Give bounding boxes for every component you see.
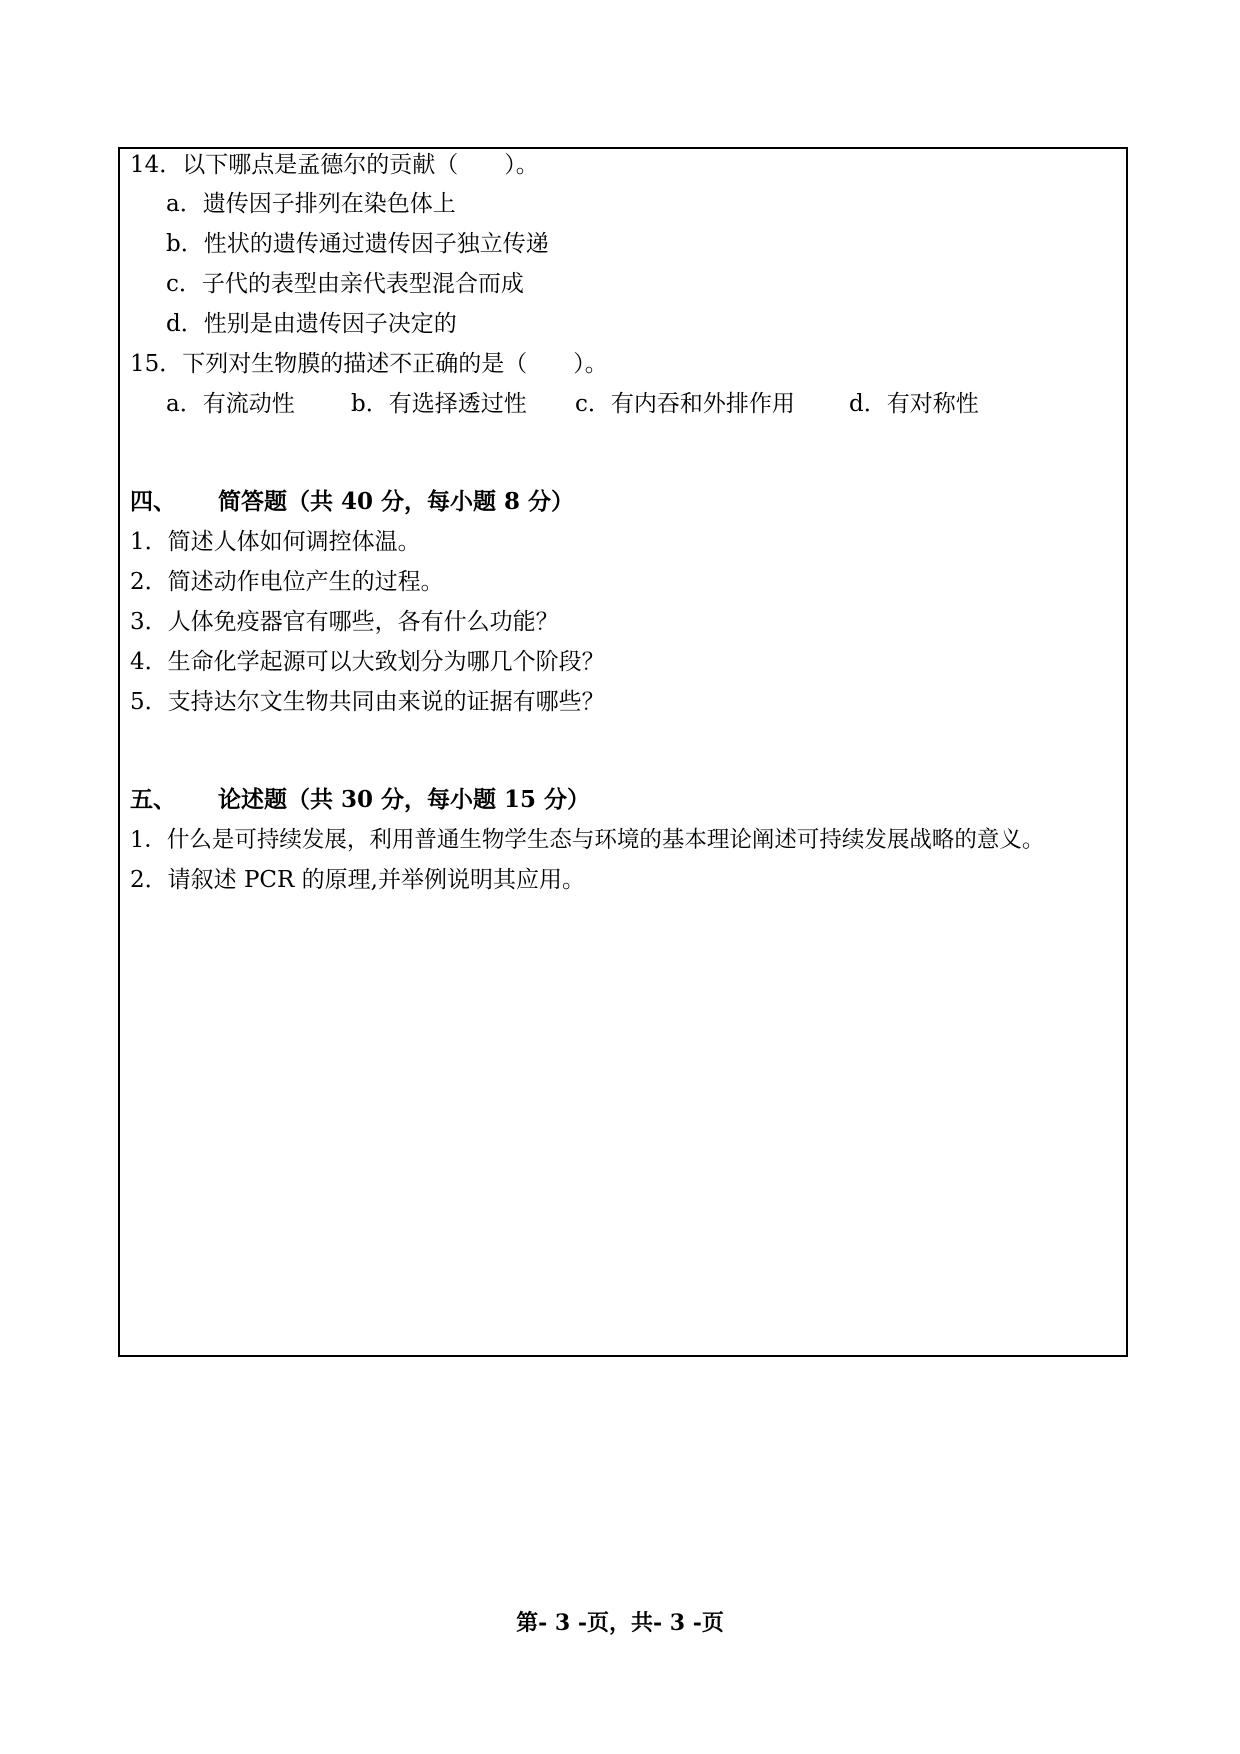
section-4-question-3: 3．人体免疫器官有哪些，各有什么功能？ bbox=[130, 609, 559, 635]
question-15-option-d: d．有对称性 bbox=[849, 391, 979, 417]
question-14-option-a: a．遗传因子排列在染色体上 bbox=[166, 191, 456, 217]
section-4-question-4: 4．生命化学起源可以大致划分为哪几个阶段？ bbox=[130, 649, 605, 675]
question-15-stem: 15．下列对生物膜的描述不正确的是（ ）。 bbox=[130, 351, 608, 377]
question-14-stem: 14．以下哪点是孟德尔的贡献（ ）。 bbox=[130, 152, 539, 178]
question-14-option-d: d．性别是由遗传因子决定的 bbox=[166, 311, 457, 337]
question-15-option-c: c．有内吞和外排作用 bbox=[575, 391, 795, 417]
section-5-title: 论述题（共 30 分，每小题 15 分） bbox=[218, 786, 591, 813]
section-5-question-2: 2．请叙述 PCR 的原理,并举例说明其应用。 bbox=[130, 867, 585, 893]
question-14-option-c: c．子代的表型由亲代表型混合而成 bbox=[166, 271, 524, 297]
section-5-number: 五、 bbox=[130, 786, 176, 813]
section-4-question-1: 1．简述人体如何调控体温。 bbox=[130, 529, 421, 555]
question-15-option-a: a．有流动性 bbox=[166, 391, 295, 417]
question-14-option-b: b．性状的遗传通过遗传因子独立传递 bbox=[166, 231, 549, 257]
section-4-question-2: 2．简述动作电位产生的过程。 bbox=[130, 569, 444, 595]
section-5-heading bbox=[130, 785, 830, 815]
section-5-question-1: 1．什么是可持续发展，利用普通生物学生态与环境的基本理论阐述可持续发展战略的意义。 bbox=[130, 827, 1045, 853]
page-number: 第- 3 -页，共- 3 -页 bbox=[516, 1610, 724, 1636]
section-4-number: 四、 bbox=[130, 488, 176, 515]
section-4-title: 简答题（共 40 分，每小题 8 分） bbox=[218, 488, 575, 515]
section-4-heading bbox=[130, 487, 830, 517]
section-4-question-5: 5．支持达尔文生物共同由来说的证据有哪些？ bbox=[130, 689, 605, 715]
question-15-options bbox=[0, 389, 1240, 419]
question-15-option-b: b．有选择透过性 bbox=[351, 391, 527, 417]
